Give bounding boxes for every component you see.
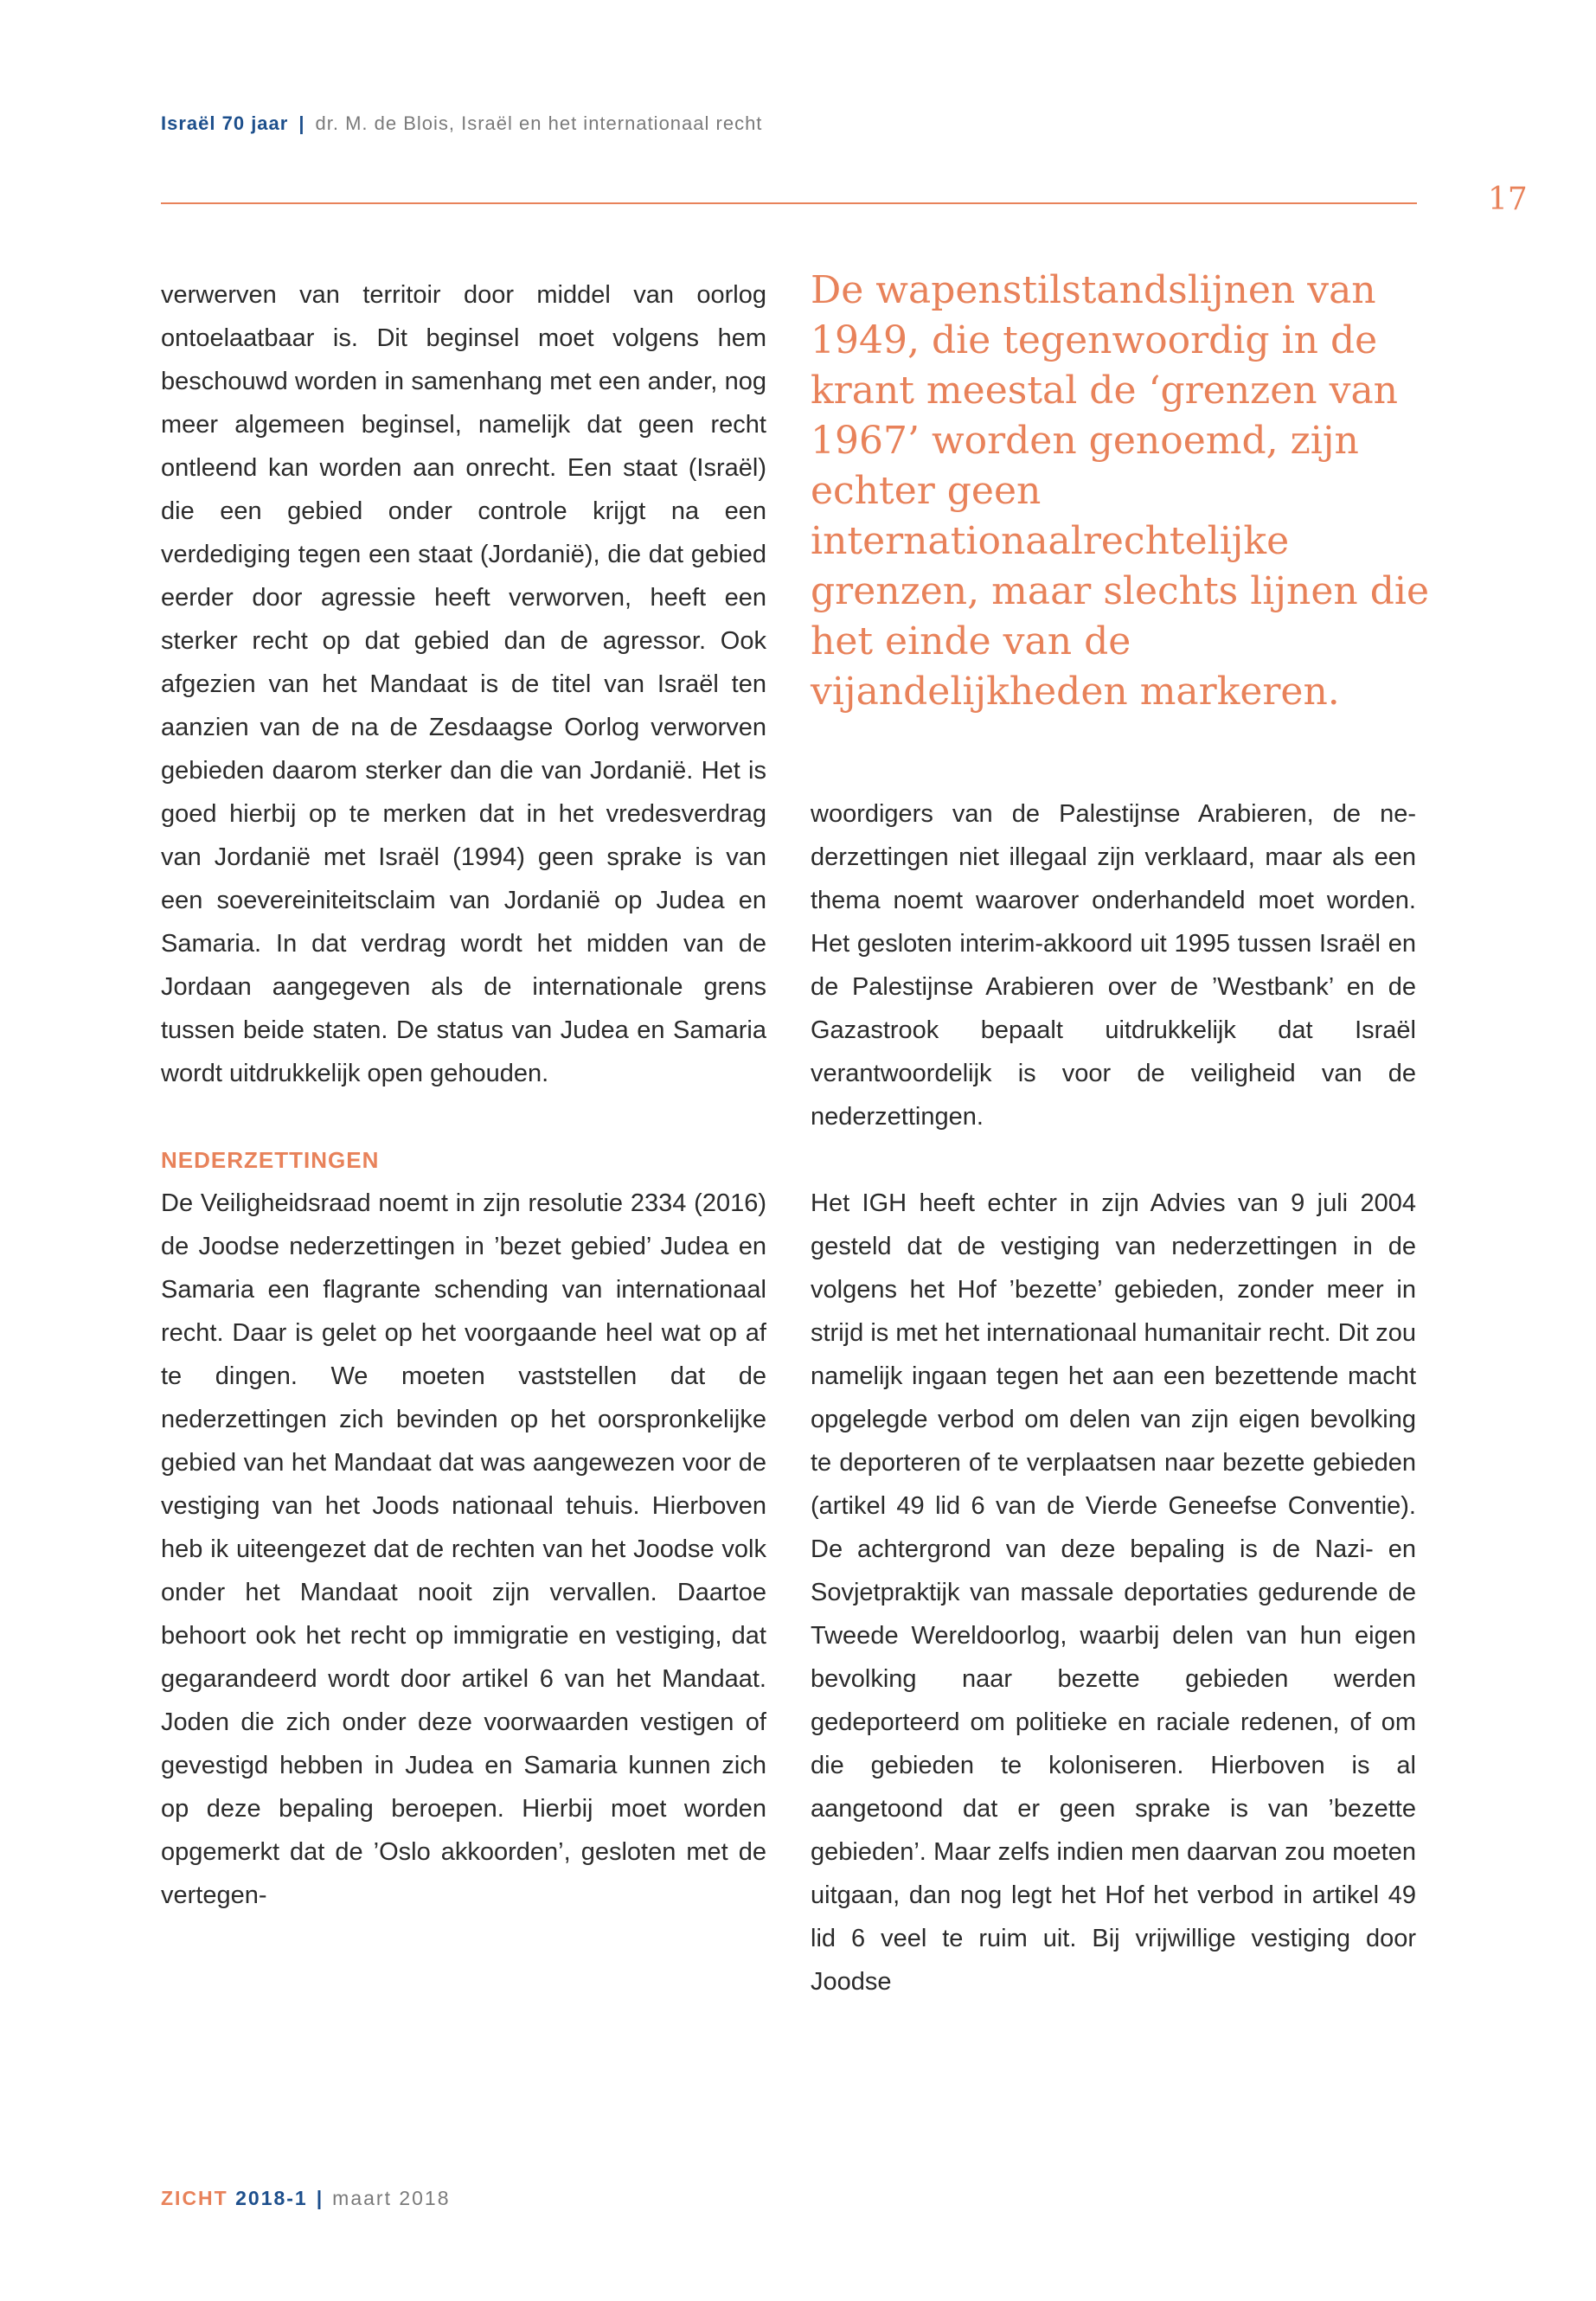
left-column xyxy=(161,273,766,1917)
footer-separator: | xyxy=(316,2187,324,2209)
paragraph-spacer xyxy=(811,1138,1416,1182)
right-paragraph-2: Het IGH heeft echter in zijn Advies van 9 juli 2004 gesteld dat de vestiging van nederzettingen in de volgens het Hof ’bezette’ gebieden, zonder meer in strijd is met het internationaal humanitair recht. Dit zou namelijk ingaan tegen het aan een bezettende macht opgelegde verbod om delen van zijn eigen bevolking te deporteren of te verplaatsen naar bezette gebieden (artikel 49 lid 6 van de Vierde Geneefse Conventie). De achtergrond van deze bepaling is de Nazi- en Sovjetpraktijk van massale deportaties gedurende de Tweede Wereldoorlog, waarbij delen van hun eigen bevolking naar bezette gebieden werden gedeporteerd om politieke en raciale redenen, of om die gebieden te koloniseren. Hierboven is al aangetoond dat er geen sprake is van ’bezette gebieden’. Maar zelfs indien men daarvan zou moeten uitgaan, dan nog legt het Hof het verbod in artikel 49 lid 6 veel te ruim uit. Bij vrijwillige vestiging door Joodse xyxy=(811,1189,1416,1996)
section-heading: NEDERZETTINGEN xyxy=(161,1147,380,1173)
pull-quote: De wapenstilstandslijnen van 1949, die tegenwoordig in de krant meestal de ‘grenzen van 1967’ worden genoemd, zijn echter geen internationaalrechtelijke grenzen, maar slechts lijnen die het einde van de vijandelijkheden markeren. xyxy=(811,268,1429,714)
left-paragraph-2: De Veiligheidsraad noemt in zijn resolutie 2334 (2016) de Joodse nederzettingen in ’bezet gebied’ Judea en Samaria een flagrante schending van internationaal recht. Daar is gelet op het voorgaande heel wat op af te dingen. We moeten vaststellen dat de nederzettingen zich bevinden op het oorspronkelijke gebied van het Mandaat dat was aangewezen voor de vestiging van het Joods nationaal tehuis. Hierboven heb ik uiteengezet dat de rechten van het Joodse volk onder het Mandaat nooit zijn vervallen. Daartoe behoort ook het recht op immigratie en vestiging, dat gegarandeerd wordt door artikel 6 van het Mandaat. Joden die zich onder deze voorwaarden vestigen of gevestigd hebben in Judea en Samaria kunnen zich op deze bepaling beroepen. Hierbij moet worden opgemerkt dat de ’Oslo akkoorden’, gesloten met de vertegen- xyxy=(161,1189,766,1909)
footer-date: maart 2018 xyxy=(332,2187,451,2209)
header-subtitle: dr. M. de Blois, Israël en het internationaal recht xyxy=(315,112,763,134)
right-column xyxy=(811,792,1416,2003)
page-number: 17 xyxy=(1488,182,1528,217)
running-footer xyxy=(161,2187,451,2210)
right-paragraph-1: woordigers van de Palestijnse Arabieren, de nederzettingen niet illegaal zijn verklaard, maar als een thema noemt waarover onderhandeld moet worden. Het gesloten interim-akkoord uit 1995 tussen Israël en de Palestijnse Arabieren over de ’Westbank’ en de Gazastrook bepaalt uitdrukkelijk dat Israël verantwoordelijk is voor de veiligheid van de nederzettingen. xyxy=(811,800,1416,1131)
left-paragraph-1: verwerven van territoir door middel van oorlog ontoelaatbaar is. Dit beginsel moet volgens hem beschouwd worden in samenhang met een ander, nog meer algemeen beginsel, namelijk dat geen recht ontleend kan worden aan onrecht. Een staat (Israël) die een gebied onder controle krijgt na een verdediging tegen een staat (Jordanië), die dat gebied eerder door agressie heeft verworven, heeft een sterker recht op dat gebied dan de agressor. Ook afgezien van het Mandaat is de titel van Israël ten aanzien van de na de Zesdaagse Oorlog verworven gebieden daarom sterker dan die van Jordanië. Het is goed hierbij op te merken dat in het vredesverdrag van Jordanië met Israël (1994) geen sprake is van een soevereiniteitsclaim van Jordanië op Judea en Samaria. In dat verdrag wordt het midden van de Jordaan aangegeven als de internationale grens tussen beide staten. De status van Judea en Samaria wordt uitdrukkelijk open gehouden. xyxy=(161,281,766,1087)
header-separator: | xyxy=(298,112,305,134)
header-rule xyxy=(161,202,1417,204)
header-brand: Israël 70 jaar xyxy=(161,112,289,134)
paragraph-spacer xyxy=(161,1095,766,1138)
footer-magazine: ZICHT xyxy=(161,2187,228,2209)
footer-issue: 2018-1 xyxy=(235,2187,308,2209)
running-header xyxy=(161,112,1415,135)
